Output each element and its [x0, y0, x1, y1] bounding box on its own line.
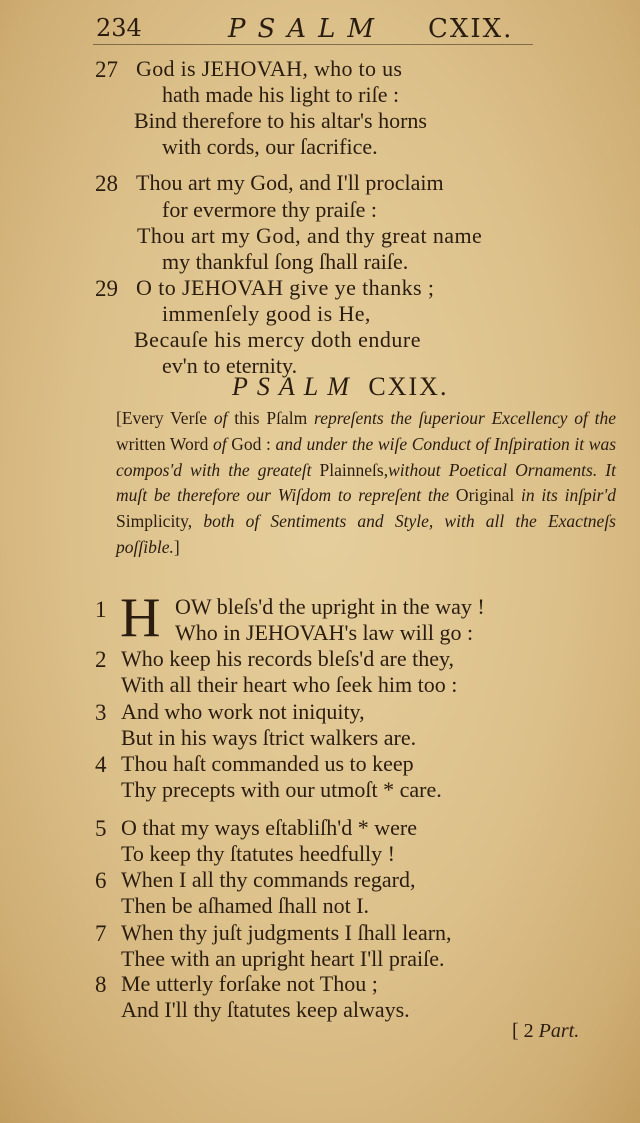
- verse-line: my thankful ſong ſhall raiſe.: [162, 249, 409, 274]
- verse-line: O that my ways eſtabliſh'd * were: [121, 815, 418, 840]
- intro-text-run: both of Sentiments and Style, with all the Exactneſs poſſible.: [116, 511, 616, 557]
- verse-number: 29: [95, 276, 118, 301]
- catchword-part: Part.: [538, 1020, 580, 1042]
- verse-number: 6: [95, 868, 107, 893]
- page-header: [0, 14, 640, 48]
- verse-number: 8: [95, 972, 107, 997]
- verse-line: Bind therefore to his altar's horns: [134, 108, 427, 133]
- intro-text-run: and under the wiſe Conduct of Inſpiration it was compos'd with the greateſt: [116, 433, 617, 480]
- intro-text-run: [Every Verſe: [116, 408, 214, 428]
- catchword: [512, 1020, 579, 1043]
- intro-text-run: ]: [173, 536, 180, 557]
- verse-line: Thou art my God, and I'll proclaim: [136, 170, 444, 195]
- psalm-intro-note: [116, 406, 616, 561]
- verse-line: ev'n to eternity.: [162, 353, 298, 378]
- header-rule: [93, 44, 533, 45]
- verse-line: Who in JEHOVAH's law will go :: [175, 620, 474, 645]
- intro-text-run: written Word: [116, 433, 213, 454]
- verse-line: Thy precepts with our utmoſt * care.: [121, 777, 442, 802]
- verse-line: To keep thy ſtatutes heedfully !: [121, 841, 395, 866]
- verse-number: 5: [95, 816, 107, 841]
- intro-text-run: in its inſpir'd: [520, 485, 616, 506]
- verse-line: Becauſe his mercy doth endure: [134, 327, 421, 352]
- intro-text-run: Excellency: [484, 408, 575, 428]
- psalm-heading-title: PSALM: [232, 372, 358, 401]
- verse-line: Me utterly forſake not Thou ;: [121, 971, 378, 996]
- intro-text-run: this Pſalm: [227, 408, 315, 428]
- intro-text-run: God :: [226, 433, 276, 454]
- intro-text-run: Plainneſs,: [311, 459, 389, 480]
- intro-text-run: of the: [574, 408, 617, 428]
- psalm-heading: [232, 372, 448, 402]
- verse-number: 7: [95, 921, 107, 946]
- psalm-heading-number: CXIX.: [368, 372, 449, 401]
- running-title: PSALM: [228, 14, 386, 44]
- verse-line: Thou art my God, and thy great name: [137, 223, 483, 248]
- verse-line: And who work not iniquity,: [121, 699, 365, 724]
- verse-line: OW bleſs'd the upright in the way !: [175, 594, 485, 619]
- intro-text-run: without Poetical Ornaments. It muſt be therefore our Wiſdom to repreſent the: [116, 459, 616, 506]
- verse-line: with cords, our ſacrifice.: [162, 134, 378, 159]
- verse-line: When thy juſt judgments I ſhall learn,: [121, 920, 452, 945]
- verse-number: 28: [95, 171, 118, 196]
- catchword-bracket: [ 2: [512, 1020, 534, 1042]
- running-psalm-number: CXIX.: [428, 14, 514, 44]
- verse-line: Then be aſhamed ſhall not I.: [121, 893, 370, 918]
- verse-line: hath made his light to riſe :: [162, 82, 400, 107]
- verse-line: O to JEHOVAH give ye thanks ;: [136, 275, 435, 300]
- verse-line: Who keep his records bleſs'd are they,: [121, 646, 455, 671]
- verse-line: immenſely good is He,: [162, 301, 371, 326]
- verse-number: 1: [95, 597, 107, 622]
- intro-text-run: Original: [449, 485, 521, 506]
- verse-line: But in his ways ſtrict walkers are.: [121, 725, 417, 750]
- intro-text-run: of: [213, 408, 228, 428]
- intro-text-run: of: [212, 433, 227, 454]
- verse-number: 4: [95, 752, 107, 777]
- intro-text-run: repreſents the ſuperiour: [314, 408, 485, 428]
- verse-line: With all their heart who ſeek him too :: [121, 672, 458, 697]
- verse-line: God is JEHOVAH, who to us: [136, 56, 403, 81]
- verse-line: And I'll thy ſtatutes keep always.: [121, 997, 410, 1022]
- verse-number: 2: [95, 647, 107, 672]
- verse-line: Thou haſt commanded us to keep: [121, 751, 414, 776]
- intro-text-run: Simplicity,: [116, 511, 204, 532]
- drop-cap: H: [120, 587, 161, 649]
- verse-line: Thee with an upright heart I'll praiſe.: [121, 946, 445, 971]
- verse-number: 27: [95, 57, 118, 82]
- verse-line: When I all thy commands regard,: [121, 867, 416, 892]
- page-number: 234: [96, 14, 142, 42]
- verse-line: for evermore thy praiſe :: [162, 197, 378, 222]
- verse-number: 3: [95, 700, 107, 725]
